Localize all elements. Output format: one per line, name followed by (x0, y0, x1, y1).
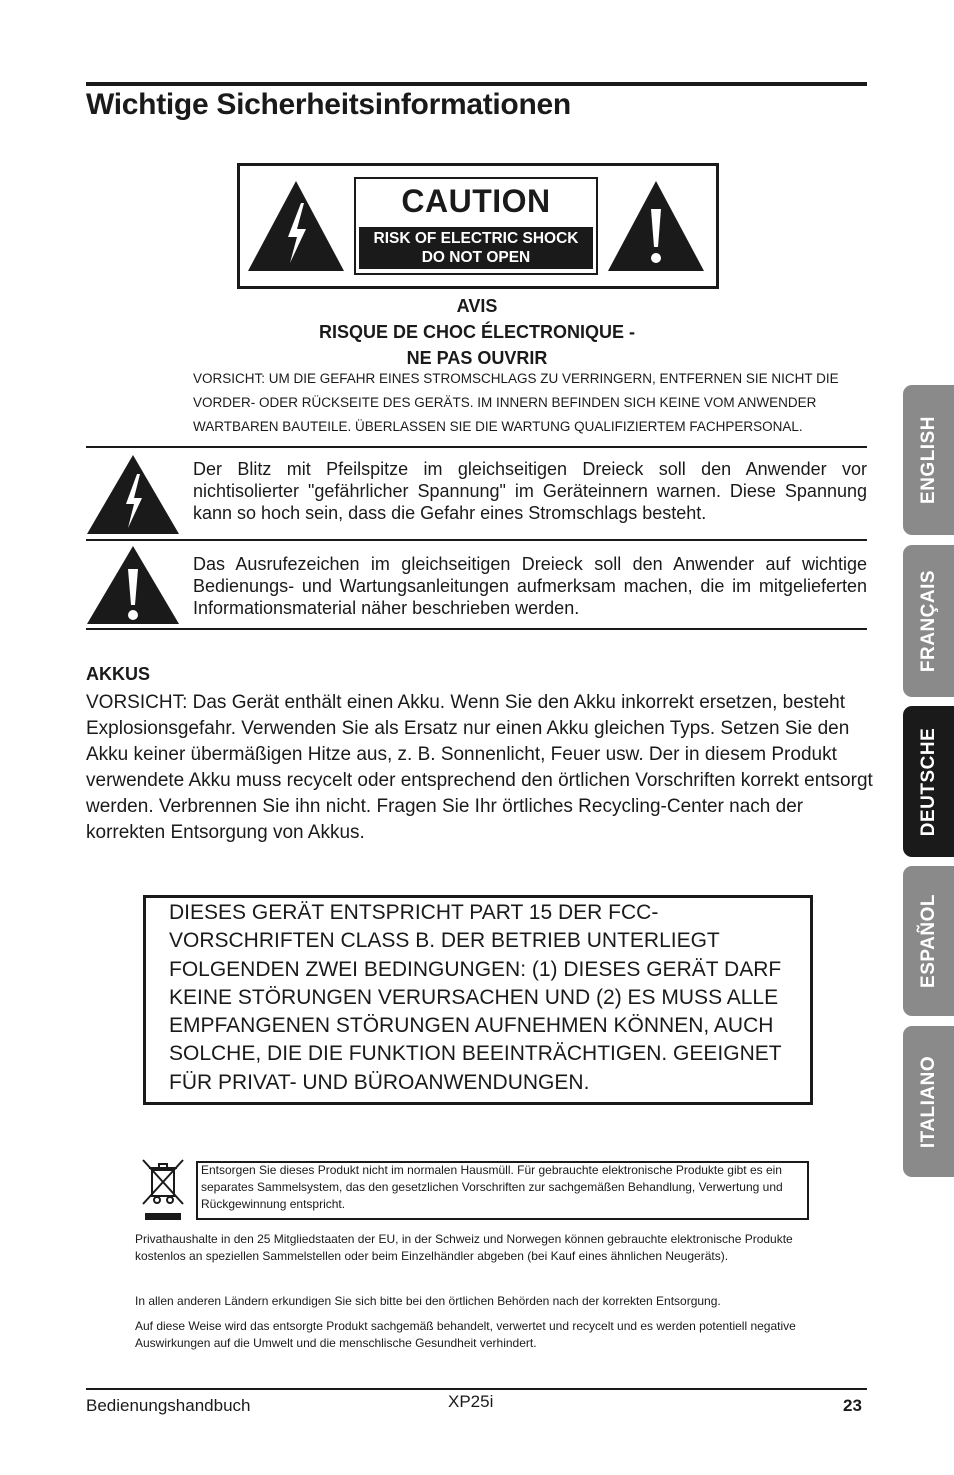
tab-label: DEUTSCHE (917, 727, 939, 836)
footer-model: XP25i (448, 1392, 494, 1411)
akkus-body: VORSICHT: Das Gerät enthält einen Akku. Wenn Sie den Akku inkorrekt ersetzen, besteht Explosionsgefahr. Verwenden Sie als Ersatz nur einen Akku gleichen Typs. Setzen Sie den Akku keiner übermäßigen Hitze aus, z. B. Sonnenlicht, Feuer usw. Der in diesem Produkt verwendete Akku muss recycelt oder entsprechend den örtlichen Vorschriften korrekt entsorgt werden. Verbrennen Sie ihn nicht. Fragen Sie Ihr örtliches Recycling-Center nach der korrekten Entsorgung von Akkus. (86, 692, 873, 843)
weee-paragraph: In allen anderen Ländern erkundigen Sie sich bitte bei den örtlichen Behörden nach der korrekten Entsorgung. (135, 1294, 721, 1308)
tab-label: ENGLISH (917, 416, 939, 504)
tab-deutsche[interactable] (903, 706, 954, 857)
avis-line1: AVIS (456, 296, 498, 316)
footer-rule (86, 1388, 867, 1390)
page-number: 23 (843, 1396, 862, 1415)
tab-francais[interactable] (903, 545, 954, 697)
caution-line1: RISK OF ELECTRIC SHOCK (373, 230, 579, 247)
divider (86, 628, 867, 630)
divider (86, 446, 867, 448)
vorsicht-notice: VORSICHT: UM DIE GEFAHR EINES STROMSCHLAGS ZU VERRINGERN, ENTFERNEN SIE NICHT DIE VORDER- ODER RÜCKSEITE DES GERÄTS. IM INNERN BEFINDEN SICH KEINE VOM ANWENDER WARTBAREN BAUTEILE. ÜBERLASSEN SIE DIE WARTUNG QUALIFIZIERTEM FACHPERSONAL. (193, 371, 839, 434)
tab-espanol[interactable] (903, 866, 954, 1016)
page-title: Wichtige Sicherheitsinformationen (86, 88, 571, 121)
tab-italiano[interactable] (903, 1026, 954, 1177)
exclamation-triangle-icon (86, 545, 180, 625)
akkus-heading: AKKUS (86, 664, 151, 684)
divider (86, 539, 867, 541)
lightning-description: Der Blitz mit Pfeilspitze im gleichseitigen Dreieck soll den Anwender vor nichtisolierter "gefährlicher Spannung" im Geräteinnern warnen. Diese Spannung kann so hoch sein, dass die Gefahr eines Stromschlags besteht. (193, 459, 867, 523)
lightning-warning-icon (246, 179, 346, 273)
tab-label: ITALIANO (917, 1055, 939, 1148)
lightning-triangle-icon (86, 454, 180, 536)
weee-paragraph: Auf diese Weise wird das entsorgte Produkt sachgemäß behandelt, verwertet und recycelt und es werden potentiell negative Auswirkungen auf die Umwelt und die menschlische Gesundheit verhindert. (135, 1319, 796, 1350)
footer-manual-title: Bedienungshandbuch (86, 1396, 251, 1415)
avis-line3: NE PAS OUVRIR (406, 348, 548, 368)
caution-center-panel (354, 177, 598, 275)
exclamation-description: Das Ausrufezeichen im gleichseitigen Dreieck soll den Anwender auf wichtige Bedienungs- und Wartungsanleitungen aufmerksam machen, die im mitgelieferten Informationsmaterial näher beschrieben werden. (193, 554, 867, 618)
tab-label: FRANÇAIS (917, 569, 939, 673)
weee-crossed-bin-icon (141, 1158, 185, 1222)
caution-bar (359, 227, 593, 269)
weee-notice-text: Entsorgen Sie dieses Produkt nicht im normalen Hausmüll. Für gebrauchte elektronische Produkte gibt es ein separates Sammelsystem, das den gesetzlichen Vorschriften zur sachgemäßen Behandlung, Verwertung und Rückgewinnung entspricht. (201, 1163, 783, 1211)
top-rule (86, 82, 867, 86)
fcc-notice-text: DIESES GERÄT ENTSPRICHT PART 15 DER FCC-VORSCHRIFTEN CLASS B. DER BETRIEB UNTERLIEGT FOLGENDEN ZWEI BEDINGUNGEN: (1) DIESES GERÄT DARF KEINE STÖRUNGEN VERURSACHEN UND (2) ES MUSS ALLE EMPFANGENEN STÖRUNGEN AUFNEHMEN KÖNNEN, AUCH SOLCHE, DIE DIE FUNKTION BEEINTRÄCHTIGEN. GEEIGNET FÜR PRIVAT- UND BÜROANWENDUNGEN. (169, 901, 782, 1094)
caution-line2: DO NOT OPEN (421, 249, 531, 266)
caution-word: CAUTION (401, 183, 551, 219)
tab-english[interactable] (903, 385, 954, 535)
avis-line2: RISQUE DE CHOC ÉLECTRONIQUE - (318, 322, 636, 342)
weee-paragraph: Privathaushalte in den 25 Mitgliedstaaten der EU, in der Schweiz und Norwegen können gebrauchte elektronische Produkte kostenlos an speziellen Sammelstellen oder beim Einzelhändler abgeben (bei Kauf eines ähnlichen Neugeräts). (135, 1232, 793, 1263)
exclamation-warning-icon (606, 179, 706, 273)
tab-label: ESPAÑOL (917, 894, 939, 988)
